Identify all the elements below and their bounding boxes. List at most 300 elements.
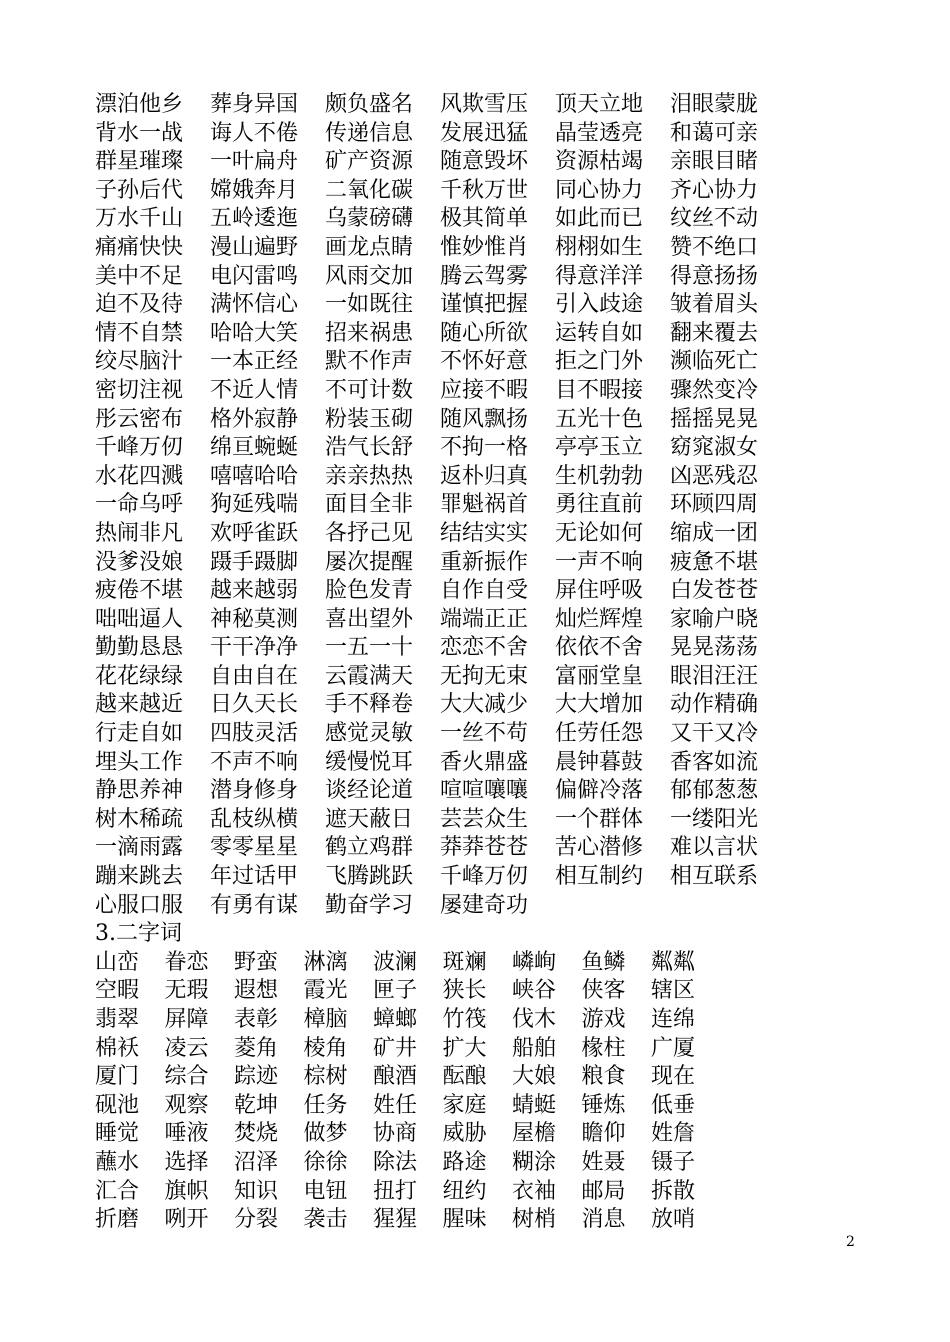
idiom-entry: 随风飘扬 xyxy=(440,406,529,432)
idiom-entry: 飞腾跳跃 xyxy=(325,864,414,890)
idiom-entry: 环顾四周 xyxy=(670,492,759,518)
idiom-entry: 亲亲热热 xyxy=(325,463,414,489)
idiom-entry: 极其简单 xyxy=(440,206,529,232)
word-row xyxy=(95,1063,875,1092)
idiom-entry: 又干又冷 xyxy=(670,721,759,747)
idiom-entry: 无论如何 xyxy=(555,520,644,546)
idiom-entry: 招来祸患 xyxy=(325,320,414,346)
idiom-entry: 同心协力 xyxy=(555,177,644,203)
word-entry: 波澜 xyxy=(373,949,418,975)
idiom-entry: 偏僻冷落 xyxy=(555,778,644,804)
idiom-entry: 大大减少 xyxy=(440,692,529,718)
idiom-entry: 应接不暇 xyxy=(440,377,529,403)
idiom-entry: 自作自受 xyxy=(440,578,529,604)
idiom-entry: 香客如流 xyxy=(670,749,759,775)
idiom-entry: 嘻嘻哈哈 xyxy=(210,463,299,489)
idiom-entry: 得意洋洋 xyxy=(555,263,644,289)
idiom-entry: 满怀信心 xyxy=(210,292,299,318)
idiom-entry: 格外寂静 xyxy=(210,406,299,432)
word-entry: 分裂 xyxy=(234,1207,279,1233)
idiom-entry: 漫山遍野 xyxy=(210,234,299,260)
idiom-entry: 绞尽脑汁 xyxy=(95,349,184,375)
idiom-entry: 屡次提醒 xyxy=(325,549,414,575)
idiom-entry: 痛痛快快 xyxy=(95,234,184,260)
word-entry: 扩大 xyxy=(442,1035,487,1061)
word-entry: 电钮 xyxy=(303,1178,348,1204)
word-entry: 表彰 xyxy=(234,1007,279,1032)
word-entry: 侠客 xyxy=(581,978,626,1004)
idiom-row xyxy=(95,749,875,778)
idiom-entry: 彤云密布 xyxy=(95,406,184,432)
idiom-entry: 静思养神 xyxy=(95,778,184,804)
idiom-row xyxy=(95,663,875,692)
idiom-entry: 富丽堂皇 xyxy=(555,663,644,689)
idiom-entry: 动作精确 xyxy=(670,692,759,718)
idiom-entry: 惟妙惟肖 xyxy=(440,234,529,260)
idiom-entry: 一五一十 xyxy=(325,635,414,661)
idiom-entry: 潜身修身 xyxy=(210,778,299,804)
idiom-entry: 濒临死亡 xyxy=(670,349,759,375)
idiom-entry: 万水千山 xyxy=(95,206,184,232)
word-row xyxy=(95,1006,875,1035)
word-entry: 放哨 xyxy=(651,1207,696,1233)
word-entry: 鱼鳞 xyxy=(581,949,626,975)
word-entry: 酿酒 xyxy=(373,1064,418,1090)
two-character-word-list xyxy=(95,949,875,1235)
idiom-entry: 五光十色 xyxy=(555,406,644,432)
idiom-entry: 背水一战 xyxy=(95,120,184,146)
word-entry: 知识 xyxy=(234,1178,279,1204)
idiom-entry: 水花四溅 xyxy=(95,463,184,489)
word-entry: 匣子 xyxy=(373,978,418,1004)
idiom-entry: 神秘莫测 xyxy=(210,606,299,632)
idiom-entry: 嫦娥奔月 xyxy=(210,177,299,203)
idiom-entry: 二氧化碳 xyxy=(325,177,414,203)
idiom-entry: 欢呼雀跃 xyxy=(210,520,299,546)
word-entry: 霞光 xyxy=(303,978,348,1004)
idiom-entry: 随意毁坏 xyxy=(440,149,529,175)
idiom-entry: 结结实实 xyxy=(440,520,529,546)
idiom-entry: 蹑手蹑脚 xyxy=(210,549,299,575)
idiom-row xyxy=(95,720,875,749)
idiom-entry: 云霞满天 xyxy=(325,663,414,689)
word-entry: 锤炼 xyxy=(581,1092,626,1118)
idiom-row xyxy=(95,463,875,492)
word-entry: 蟑螂 xyxy=(373,1007,418,1032)
idiom-entry: 千峰万仞 xyxy=(95,435,184,461)
idiom-entry: 干干净净 xyxy=(210,635,299,661)
idiom-entry: 不可计数 xyxy=(325,377,414,403)
idiom-entry: 相互制约 xyxy=(555,864,644,890)
idiom-entry: 缓慢悦耳 xyxy=(325,749,414,775)
idiom-row xyxy=(95,377,875,406)
word-entry: 邮局 xyxy=(581,1178,626,1204)
idiom-entry: 苦心潜修 xyxy=(555,835,644,861)
idiom-entry: 情不自禁 xyxy=(95,320,184,346)
idiom-row xyxy=(95,777,875,806)
word-entry: 姓任 xyxy=(373,1092,418,1118)
word-entry: 翡翠 xyxy=(95,1007,140,1032)
idiom-entry: 一如既往 xyxy=(325,292,414,318)
word-entry: 综合 xyxy=(164,1064,209,1090)
idiom-entry: 电闪雷鸣 xyxy=(210,263,299,289)
idiom-row xyxy=(95,148,875,177)
idiom-entry: 一个群体 xyxy=(555,806,644,832)
idiom-entry: 得意扬扬 xyxy=(670,263,759,289)
idiom-entry: 子孙后代 xyxy=(95,177,184,203)
idiom-entry: 葬身异国 xyxy=(210,92,299,117)
word-entry: 糊涂 xyxy=(512,1149,557,1175)
word-entry: 消息 xyxy=(581,1207,626,1233)
idiom-entry: 美中不足 xyxy=(95,263,184,289)
idiom-entry: 发展迅猛 xyxy=(440,120,529,146)
idiom-entry: 鹤立鸡群 xyxy=(325,835,414,861)
idiom-entry: 如此而已 xyxy=(555,206,644,232)
idiom-entry: 千秋万世 xyxy=(440,177,529,203)
word-entry: 威胁 xyxy=(442,1121,487,1147)
idiom-entry: 凶恶残忍 xyxy=(670,463,759,489)
idiom-entry: 越来越弱 xyxy=(210,578,299,604)
idiom-entry: 目不暇接 xyxy=(555,377,644,403)
word-entry: 狭长 xyxy=(442,978,487,1004)
word-entry: 选择 xyxy=(164,1149,209,1175)
word-entry: 焚烧 xyxy=(234,1121,279,1147)
idiom-row xyxy=(95,291,875,320)
idiom-entry: 纹丝不动 xyxy=(670,206,759,232)
idiom-entry: 任劳任怨 xyxy=(555,721,644,747)
word-row xyxy=(95,1120,875,1149)
word-entry: 椽柱 xyxy=(581,1035,626,1061)
idiom-row xyxy=(95,691,875,720)
idiom-entry: 白发苍苍 xyxy=(670,578,759,604)
word-entry: 旗帜 xyxy=(164,1178,209,1204)
word-entry: 酝酿 xyxy=(442,1064,487,1090)
idiom-list xyxy=(95,91,875,920)
word-entry: 家庭 xyxy=(442,1092,487,1118)
word-entry: 观察 xyxy=(164,1092,209,1118)
idiom-entry: 不怀好意 xyxy=(440,349,529,375)
idiom-entry: 运转自如 xyxy=(555,320,644,346)
idiom-entry: 腾云驾雾 xyxy=(440,263,529,289)
idiom-entry: 灿烂辉煌 xyxy=(555,606,644,632)
idiom-entry: 返朴归真 xyxy=(440,463,529,489)
idiom-entry: 乱枝纵横 xyxy=(210,806,299,832)
word-entry: 凌云 xyxy=(164,1035,209,1061)
section-heading: 3.二字词 xyxy=(95,921,182,947)
idiom-entry: 无拘无束 xyxy=(440,663,529,689)
word-entry: 屋檐 xyxy=(512,1121,557,1147)
idiom-row xyxy=(95,834,875,863)
word-entry: 大娘 xyxy=(512,1064,557,1090)
idiom-entry: 四肢灵活 xyxy=(210,721,299,747)
idiom-entry: 乌蒙磅礴 xyxy=(325,206,414,232)
word-row xyxy=(95,1178,875,1207)
idiom-entry: 风雨交加 xyxy=(325,263,414,289)
idiom-row xyxy=(95,348,875,377)
idiom-entry: 翻来覆去 xyxy=(670,320,759,346)
idiom-entry: 热闹非凡 xyxy=(95,520,184,546)
word-entry: 徐徐 xyxy=(303,1149,348,1175)
word-entry: 山峦 xyxy=(95,949,140,975)
idiom-entry: 缩成一团 xyxy=(670,520,759,546)
word-row xyxy=(95,1092,875,1121)
idiom-entry: 自由自在 xyxy=(210,663,299,689)
word-entry: 除法 xyxy=(373,1149,418,1175)
idiom-row xyxy=(95,577,875,606)
word-entry: 姓詹 xyxy=(651,1121,696,1147)
word-entry: 折磨 xyxy=(95,1207,140,1233)
word-entry: 菱角 xyxy=(234,1035,279,1061)
idiom-entry: 颇负盛名 xyxy=(325,92,414,117)
idiom-entry: 喜出望外 xyxy=(325,606,414,632)
idiom-entry: 眼泪汪汪 xyxy=(670,663,759,689)
idiom-row xyxy=(95,205,875,234)
idiom-entry: 随心所欲 xyxy=(440,320,529,346)
word-entry: 瞻仰 xyxy=(581,1121,626,1147)
idiom-entry: 千峰万仞 xyxy=(440,864,529,890)
word-entry: 踪迹 xyxy=(234,1064,279,1090)
idiom-entry: 风欺雪压 xyxy=(440,92,529,117)
idiom-entry: 行走自如 xyxy=(95,721,184,747)
word-entry: 棕树 xyxy=(303,1064,348,1090)
idiom-entry: 屏住呼吸 xyxy=(555,578,644,604)
word-entry: 眷恋 xyxy=(164,949,209,975)
word-entry: 袭击 xyxy=(303,1207,348,1233)
idiom-entry: 手不释卷 xyxy=(325,692,414,718)
idiom-entry: 不拘一格 xyxy=(440,435,529,461)
idiom-entry: 密切注视 xyxy=(95,377,184,403)
idiom-entry: 亭亭玉立 xyxy=(555,435,644,461)
word-entry: 游戏 xyxy=(581,1007,626,1032)
word-entry: 空暇 xyxy=(95,978,140,1004)
word-entry: 拆散 xyxy=(651,1178,696,1204)
idiom-entry: 狗延残喘 xyxy=(210,492,299,518)
idiom-entry: 栩栩如生 xyxy=(555,234,644,260)
idiom-row xyxy=(95,806,875,835)
idiom-entry: 矿产资源 xyxy=(325,149,414,175)
word-row xyxy=(95,1035,875,1064)
idiom-entry: 一叶扁舟 xyxy=(210,149,299,175)
idiom-entry: 有勇有谋 xyxy=(210,892,299,918)
word-entry: 连绵 xyxy=(651,1007,696,1032)
word-entry: 腥味 xyxy=(442,1207,487,1233)
word-entry: 乾坤 xyxy=(234,1092,279,1118)
idiom-entry: 屡建奇功 xyxy=(440,892,529,918)
word-entry: 淋漓 xyxy=(303,949,348,975)
word-entry: 姓聂 xyxy=(581,1149,626,1175)
idiom-entry: 咄咄逼人 xyxy=(95,606,184,632)
word-entry: 棱角 xyxy=(303,1035,348,1061)
idiom-row xyxy=(95,120,875,149)
idiom-row xyxy=(95,863,875,892)
idiom-entry: 晨钟暮鼓 xyxy=(555,749,644,775)
idiom-entry: 蹦来跳去 xyxy=(95,864,184,890)
idiom-entry: 一命乌呼 xyxy=(95,492,184,518)
idiom-entry: 哈哈大笑 xyxy=(210,320,299,346)
idiom-entry: 难以言状 xyxy=(670,835,759,861)
idiom-entry: 骤然变冷 xyxy=(670,377,759,403)
word-entry: 厦门 xyxy=(95,1064,140,1090)
idiom-entry: 一本正经 xyxy=(210,349,299,375)
idiom-row xyxy=(95,320,875,349)
idiom-entry: 不声不响 xyxy=(210,749,299,775)
idiom-entry: 一缕阳光 xyxy=(670,806,759,832)
word-entry: 野蛮 xyxy=(234,949,279,975)
word-row xyxy=(95,949,875,978)
idiom-entry: 面目全非 xyxy=(325,492,414,518)
word-entry: 纽约 xyxy=(442,1178,487,1204)
idiom-entry: 资源枯竭 xyxy=(555,149,644,175)
word-entry: 粮食 xyxy=(581,1064,626,1090)
word-row xyxy=(95,977,875,1006)
word-entry: 树梢 xyxy=(512,1207,557,1233)
idiom-entry: 拒之门外 xyxy=(555,349,644,375)
idiom-row xyxy=(95,434,875,463)
idiom-entry: 年过话甲 xyxy=(210,864,299,890)
word-entry: 遐想 xyxy=(234,978,279,1004)
idiom-row xyxy=(95,892,875,921)
word-entry: 斑斓 xyxy=(442,949,487,975)
idiom-entry: 顶天立地 xyxy=(555,92,644,117)
idiom-entry: 喧喧嚷嚷 xyxy=(440,778,529,804)
idiom-entry: 皱着眉头 xyxy=(670,292,759,318)
idiom-entry: 五岭逶迤 xyxy=(210,206,299,232)
word-entry: 船舶 xyxy=(512,1035,557,1061)
idiom-entry: 默不作声 xyxy=(325,349,414,375)
idiom-entry: 脸色发青 xyxy=(325,578,414,604)
word-entry: 扭打 xyxy=(373,1178,418,1204)
idiom-entry: 晶莹透亮 xyxy=(555,120,644,146)
idiom-entry: 齐心协力 xyxy=(670,177,759,203)
idiom-row xyxy=(95,491,875,520)
word-entry: 做梦 xyxy=(303,1121,348,1147)
word-entry: 屏障 xyxy=(164,1007,209,1032)
idiom-entry: 勇往直前 xyxy=(555,492,644,518)
idiom-entry: 疲倦不堪 xyxy=(95,578,184,604)
word-row xyxy=(95,1206,875,1235)
idiom-entry: 粉装玉砌 xyxy=(325,406,414,432)
word-entry: 沼泽 xyxy=(234,1149,279,1175)
idiom-entry: 零零星星 xyxy=(210,835,299,861)
idiom-entry: 重新振作 xyxy=(440,549,529,575)
idiom-entry: 各抒己见 xyxy=(325,520,414,546)
idiom-entry: 一滴雨露 xyxy=(95,835,184,861)
word-entry: 无瑕 xyxy=(164,978,209,1004)
idiom-row xyxy=(95,406,875,435)
word-entry: 协商 xyxy=(373,1121,418,1147)
word-entry: 粼粼 xyxy=(651,949,696,975)
idiom-entry: 迫不及待 xyxy=(95,292,184,318)
idiom-entry: 群星璀璨 xyxy=(95,149,184,175)
idiom-row xyxy=(95,234,875,263)
idiom-entry: 大大增加 xyxy=(555,692,644,718)
idiom-row xyxy=(95,91,875,120)
idiom-entry: 树木稀疏 xyxy=(95,806,184,832)
page-number: 2 xyxy=(846,1234,855,1250)
word-entry: 棉袄 xyxy=(95,1035,140,1061)
idiom-entry: 芸芸众生 xyxy=(440,806,529,832)
word-entry: 蘸水 xyxy=(95,1149,140,1175)
idiom-entry: 绵亘蜿蜒 xyxy=(210,435,299,461)
idiom-entry: 家喻户晓 xyxy=(670,606,759,632)
word-entry: 嶙峋 xyxy=(512,949,557,975)
word-entry: 现在 xyxy=(651,1064,696,1090)
idiom-entry: 不近人情 xyxy=(210,377,299,403)
idiom-entry: 泪眼蒙胧 xyxy=(670,92,759,117)
idiom-entry: 埋头工作 xyxy=(95,749,184,775)
idiom-entry: 晃晃荡荡 xyxy=(670,635,759,661)
word-entry: 蜻蜓 xyxy=(512,1092,557,1118)
idiom-entry: 莽莽苍苍 xyxy=(440,835,529,861)
word-entry: 路途 xyxy=(442,1149,487,1175)
idiom-row xyxy=(95,606,875,635)
idiom-entry: 没爹没娘 xyxy=(95,549,184,575)
idiom-row xyxy=(95,634,875,663)
idiom-row xyxy=(95,177,875,206)
idiom-entry: 浩气长舒 xyxy=(325,435,414,461)
idiom-entry: 端端正正 xyxy=(440,606,529,632)
word-entry: 广厦 xyxy=(651,1035,696,1061)
idiom-entry: 郁郁葱葱 xyxy=(670,778,759,804)
idiom-entry: 勤奋学习 xyxy=(325,892,414,918)
idiom-entry: 勤勤恳恳 xyxy=(95,635,184,661)
word-entry: 砚池 xyxy=(95,1092,140,1118)
idiom-entry: 遮天蔽日 xyxy=(325,806,414,832)
word-entry: 衣袖 xyxy=(512,1178,557,1204)
idiom-entry: 赞不绝口 xyxy=(670,234,759,260)
idiom-entry: 漂泊他乡 xyxy=(95,92,184,117)
idiom-entry: 花花绿绿 xyxy=(95,663,184,689)
word-entry: 睡觉 xyxy=(95,1121,140,1147)
word-entry: 唾液 xyxy=(164,1121,209,1147)
idiom-entry: 越来越近 xyxy=(95,692,184,718)
word-entry: 竹筏 xyxy=(442,1007,487,1032)
idiom-entry: 传递信息 xyxy=(325,120,414,146)
word-entry: 伐木 xyxy=(512,1007,557,1032)
word-entry: 猩猩 xyxy=(373,1207,418,1233)
idiom-entry: 诲人不倦 xyxy=(210,120,299,146)
word-entry: 矿井 xyxy=(373,1035,418,1061)
idiom-row xyxy=(95,520,875,549)
idiom-entry: 引入歧途 xyxy=(555,292,644,318)
idiom-entry: 恋恋不舍 xyxy=(440,635,529,661)
idiom-entry: 罪魁祸首 xyxy=(440,492,529,518)
word-entry: 峡谷 xyxy=(512,978,557,1004)
idiom-entry: 疲惫不堪 xyxy=(670,549,759,575)
idiom-entry: 香火鼎盛 xyxy=(440,749,529,775)
idiom-entry: 谈经论道 xyxy=(325,778,414,804)
idiom-entry: 一声不响 xyxy=(555,549,644,575)
idiom-row xyxy=(95,263,875,292)
idiom-entry: 生机勃勃 xyxy=(555,463,644,489)
idiom-entry: 日久天长 xyxy=(210,692,299,718)
idiom-entry: 画龙点睛 xyxy=(325,234,414,260)
word-entry: 辖区 xyxy=(651,978,696,1004)
word-row xyxy=(95,1149,875,1178)
idiom-entry: 心服口服 xyxy=(95,892,184,918)
idiom-entry: 感觉灵敏 xyxy=(325,721,414,747)
word-entry: 咧开 xyxy=(164,1207,209,1233)
idiom-entry: 摇摇晃晃 xyxy=(670,406,759,432)
word-entry: 低垂 xyxy=(651,1092,696,1118)
word-entry: 樟脑 xyxy=(303,1007,348,1032)
idiom-entry: 一丝不苟 xyxy=(440,721,529,747)
idiom-entry: 亲眼目睹 xyxy=(670,149,759,175)
idiom-entry: 谨慎把握 xyxy=(440,292,529,318)
word-entry: 汇合 xyxy=(95,1178,140,1204)
idiom-row xyxy=(95,549,875,578)
document-body xyxy=(95,91,875,1235)
